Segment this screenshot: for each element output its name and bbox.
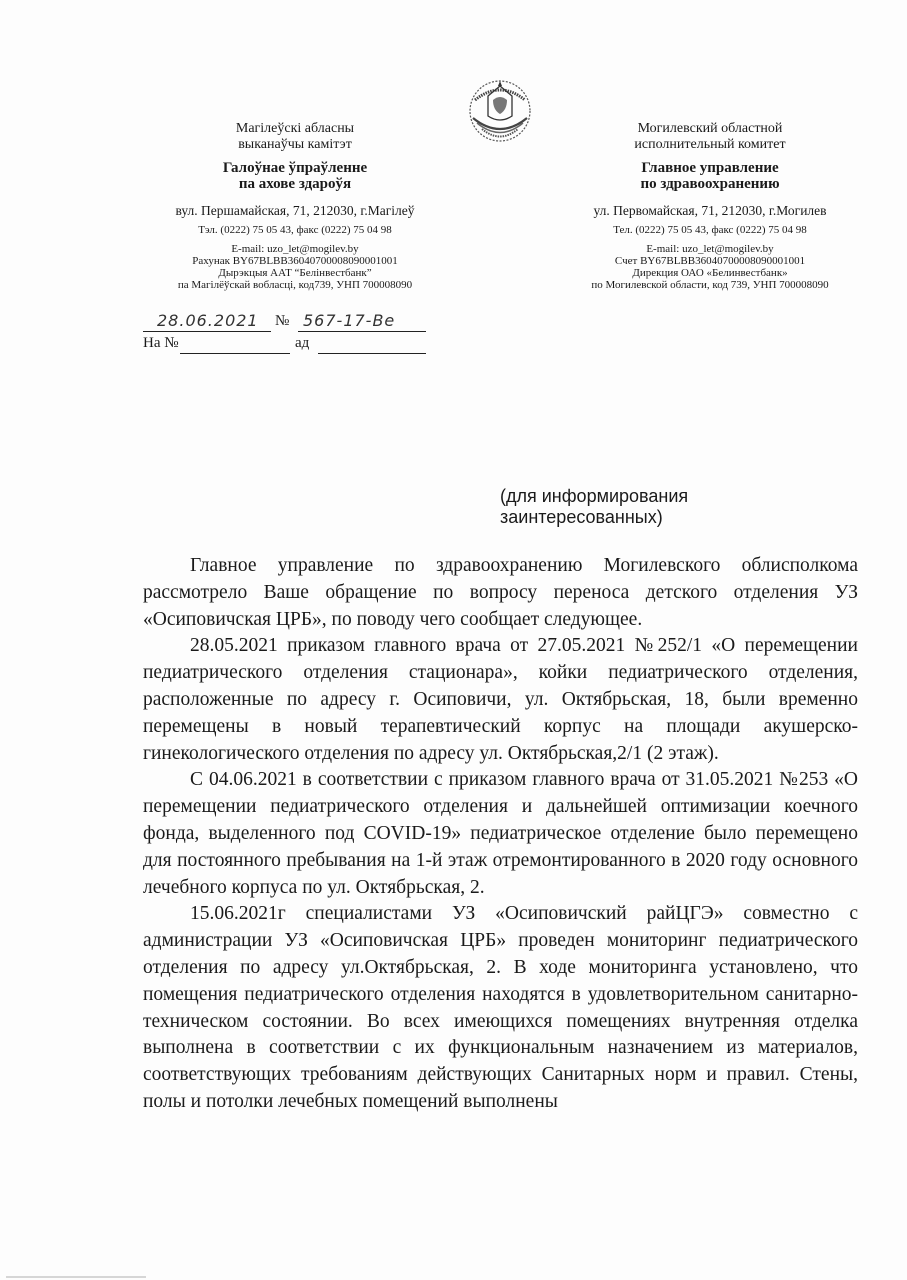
outgoing-reg-row xyxy=(143,311,443,333)
bank: Дырэкцыя ААТ “Белінвестбанк” xyxy=(218,267,372,280)
email: E-mail: uzo_let@mogilev.by xyxy=(646,242,774,255)
dept-name-line1: Галоўнае ўпраўленне xyxy=(222,160,368,177)
paragraph: 15.06.2021г специалистами УЗ «Осиповичский райЦГЭ» совместно с администрации УЗ «Осиповичская ЦРБ» проведен мониторинг педиатрического отделения по адресу ул.Октябрьская, 2. В ходе мониторинга установлено, что помещения педиатрического отделения находятся в удовлетворительном санитарно-техническом состоянии. Во всех имеющихся помещениях внутренняя отделка выполнена в соответствии с их функциональным назначением из материалов, соответствующих требованиям действующих Санитарных норм и правил. Стены, полы и потолки лечебных помещений выполнены xyxy=(143,903,858,1112)
phone: Тэл. (0222) 75 05 43, факс (0222) 75 04 98 xyxy=(198,224,392,237)
org-name-line1: Магілеўскі абласны xyxy=(235,121,355,136)
ref-label: На № xyxy=(143,335,179,351)
email: E-mail: uzo_let@mogilev.by xyxy=(231,242,359,255)
dept-name-line1: Главное управление xyxy=(641,160,779,177)
addressee-line1: (для информирования xyxy=(500,486,689,506)
bank-region: по Могилевской области, код 739, УНП 700008090 xyxy=(591,279,829,292)
letter-body xyxy=(143,553,858,1116)
address: вул. Першамайская, 71, 212030, г.Магілеў xyxy=(175,202,415,218)
addressee-line2: заинтересованных) xyxy=(500,507,663,527)
paragraph: С 04.06.2021 в соответствии с приказом главного врача от 31.05.2021 №253 «О перемещении педиатрического отделения и дальнейшей оптимизации коечного фонда, выделенного под COVID-19» педиатрическое отделение было перемещено для постоянного пребывания на 1-й этаж отремонтированного в 2020 году основного лечебного корпуса по ул. Октябрьская, 2. xyxy=(143,769,858,898)
incoming-ref-row xyxy=(143,333,443,355)
org-name-line2: исполнительный комитет xyxy=(634,137,786,153)
org-name-line1: Могилевский областной xyxy=(637,121,783,136)
outgoing-number: 567-17-Ве xyxy=(303,311,396,330)
registration-block xyxy=(143,311,443,355)
org-name-line2: выканаўчы камітэт xyxy=(238,137,352,153)
number-label: № xyxy=(275,313,290,329)
paragraph: Главное управление по здравоохранению Могилевского облисполкома рассмотрело Ваше обращение по вопросу переноса детского отделения УЗ «Осиповичская ЦРБ», по поводу чего сообщает следующее. xyxy=(143,555,858,630)
coat-of-arms-icon xyxy=(455,78,545,144)
paragraph: 28.05.2021 приказом главного врача от 27.05.2021 №252/1 «О перемещении педиатрического отделения стационара», койки педиатрического отделения, расположенные по адресу г. Осиповичи, ул. Октябрьская, 18, были временно перемещены в новый терапевтический корпус на площади акушерско-гинекологического отделения по адресу ул. Октябрьская,2/1 (2 этаж). xyxy=(143,635,858,764)
outgoing-date: 28.06.2021 xyxy=(157,311,259,330)
scan-artifact xyxy=(6,1276,146,1278)
bank: Дирекция ОАО «Белинвестбанк» xyxy=(632,267,788,280)
addressee xyxy=(500,486,688,528)
dept-name-line2: па ахове здароўя xyxy=(238,175,352,192)
bank-region: па Магілёўскай вобласці, код739, УНП 700008090 xyxy=(177,279,413,292)
header-right xyxy=(545,121,875,291)
phone: Тел. (0222) 75 05 43, факс (0222) 75 04 98 xyxy=(613,224,807,237)
dept-name-line2: по здравоохранению xyxy=(640,175,780,192)
from-label: ад xyxy=(295,335,310,351)
address: ул. Первомайская, 71, 212030, г.Могилев xyxy=(593,202,827,218)
account: Рахунак BY67BLBB36040700008090001001 xyxy=(192,254,398,267)
header-left xyxy=(140,121,450,291)
account: Счет BY67BLBB36040700008090001001 xyxy=(614,254,806,267)
